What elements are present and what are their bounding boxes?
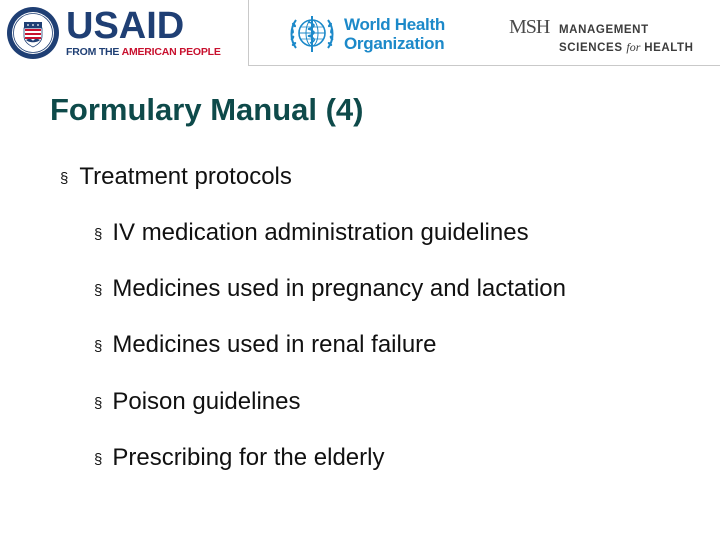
bullet-text: Prescribing for the elderly (112, 444, 385, 471)
msh-name-for: for (626, 40, 641, 54)
who-name-line2: Organization (344, 34, 445, 53)
bullet-item-prescribing-elderly (94, 444, 384, 472)
bullet-marker-icon: § (94, 337, 103, 355)
bullet-text: Treatment protocols (79, 163, 292, 190)
usaid-tagline-people: AMERICAN PEOPLE (121, 46, 221, 58)
bullet-marker-icon: § (94, 281, 103, 299)
bullet-text: Medicines used in pregnancy and lactation (112, 275, 566, 302)
usaid-wordmark: USAID (66, 5, 185, 47)
bullet-text: Medicines used in renal failure (112, 331, 437, 358)
bullet-marker-icon: § (94, 450, 103, 468)
bullet-item-pregnancy-lactation (94, 275, 566, 303)
bullet-marker-icon: § (60, 169, 69, 187)
msh-name-sciences: SCIENCES (559, 42, 627, 54)
bullet-text: IV medication administration guidelines (112, 219, 529, 246)
bullet-item-treatment-protocols (60, 163, 292, 191)
bullet-marker-icon: § (94, 225, 103, 243)
slide-title: Formulary Manual (4) (50, 92, 364, 127)
msh-name-line1: MANAGEMENT (559, 24, 649, 36)
usaid-tagline-from: FROM THE (66, 46, 122, 58)
bullet-text: Poison guidelines (112, 388, 301, 415)
bullet-marker-icon: § (94, 394, 103, 412)
bullet-item-poison-guidelines (94, 388, 300, 416)
bullet-item-iv-guidelines (94, 219, 529, 247)
bullet-item-renal-failure (94, 331, 437, 359)
msh-name-health: HEALTH (640, 42, 694, 54)
who-name-line1: World Health (344, 15, 445, 34)
msh-mark: MSH (509, 16, 550, 38)
